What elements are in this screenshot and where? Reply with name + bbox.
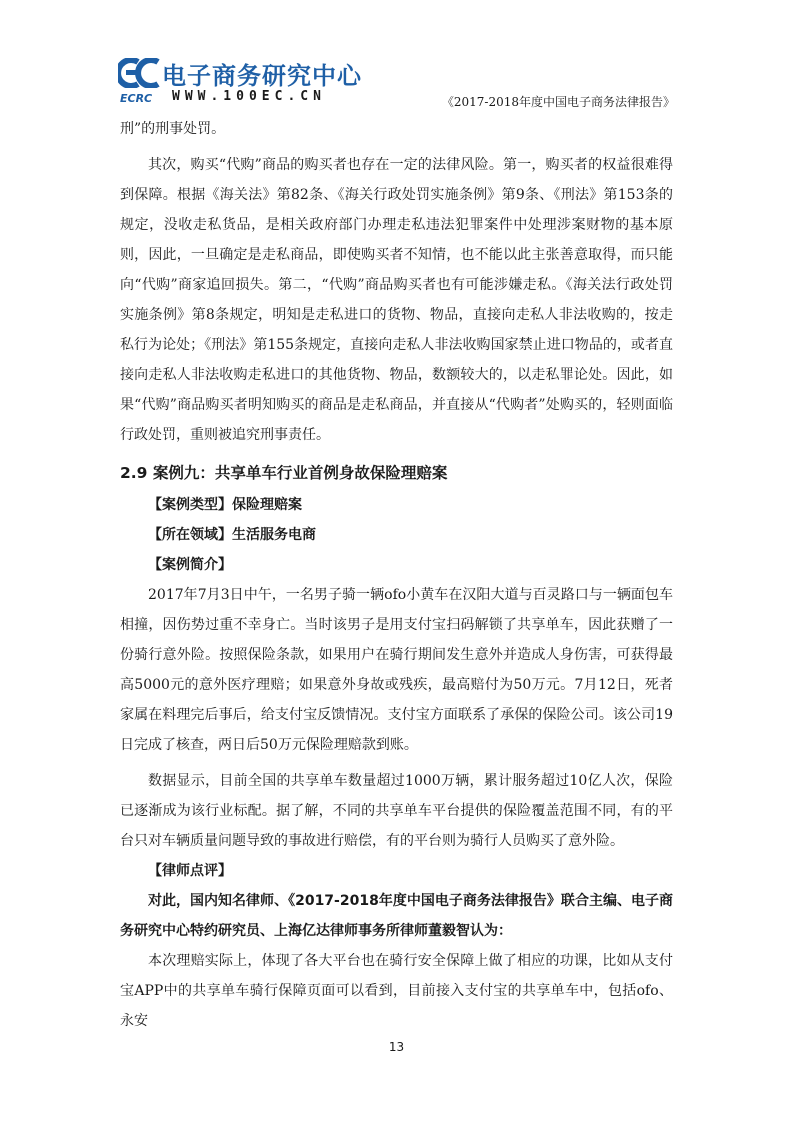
report-title: 《2017-2018年度中国电子商务法律报告》: [441, 95, 675, 109]
page-header: [0, 0, 793, 112]
section-heading: 2.9 案例九：共享单车行业首例身故保险理赔案: [120, 464, 448, 482]
case-type-label: 【案例类型】保险理赔案: [148, 497, 302, 513]
case-domain-label: 【所在领域】生活服务电商: [148, 527, 316, 543]
document-body: [120, 114, 673, 1036]
ecrc-logo: [118, 56, 362, 108]
logo-chinese-name: 电子商务研究中心: [162, 62, 362, 90]
paragraph-case-intro: 2017年7月3日中午，一名男子骑一辆ofo小黄车在汉阳大道与百灵路口与一辆面包车相撞，因伤势过重不幸身亡。当时该男子是用支付宝扫码解锁了共享单车，因此获赠了一份骑行意外险。按照保险条款，如果用户在骑行期间发生意外并造成人身伤害，可获得最高5000元的意外医疗理赔；如果意外身故或残疾，最高赔付为50万元。7月12日，死者家属在料理完后事后，给支付宝反馈情况。支付宝方面联系了承保的保险公司。该公司19日完成了核查，两日后50万元保险理赔款到账。: [120, 587, 673, 753]
paragraph-lawyer-comment: 本次理赔实际上，体现了各大平台也在骑行安全保障上做了相应的功课，比如从支付宝APP中的共享单车骑行保障页面可以看到，目前接入支付宝的共享单车中，包括ofo、永安: [120, 953, 673, 1029]
case-intro-label: 【案例简介】: [148, 557, 232, 573]
paragraph-continuation: 刑”的刑事处罚。: [120, 121, 226, 137]
paragraph-data: 数据显示，目前全国的共享单车数量超过1000万辆，累计服务超过10亿人次，保险已逐渐成为该行业标配。据了解，不同的共享单车平台提供的保险覆盖范围不同，有的平台只对车辆质量问题导致的事故进行赔偿，有的平台则为骑行人员购买了意外险。: [120, 773, 673, 849]
page-number: 13: [388, 1040, 405, 1054]
lawyer-comment-label: 【律师点评】: [148, 863, 232, 879]
logo-abbreviation: ECRC: [120, 92, 153, 105]
paragraph-buyer-risk: 其次，购买“代购”商品的购买者也存在一定的法律风险。第一，购买者的权益很难得到保障。根据《海关法》第82条、《海关行政处罚实施条例》第9条、《刑法》第153条的规定，没收走私货品，是相关政府部门办理走私违法犯罪案件中处理涉案财物的基本原则，因此，一旦确定是走私商品，即使购买者不知情，也不能以此主张善意取得，而只能向“代购”商家追回损失。第二，“代购”商品购买者也有可能涉嫌走私。《海关法行政处罚实施条例》第8条规定，明知是走私进口的货物、物品，直接向走私人非法收购的，按走私行为论处；《刑法》第155条规定，直接向走私人非法收购国家禁止进口物品的，或者直接向走私人非法收购走私进口的其他货物、物品，数额较大的，以走私罪论处。因此，如果“代购”商品购买者明知购买的商品是走私商品，并直接从“代购者”处购买的，轻则面临行政处罚，重则被追究刑事责任。: [120, 157, 673, 443]
paragraph-lawyer-intro: 对此，国内知名律师、《2017-2018年度中国电子商务法律报告》联合主编、电子商务研究中心特约研究员、上海亿达律师事务所律师董毅智认为：: [120, 893, 673, 939]
ec-logo-icon: [118, 58, 162, 88]
logo-website: WWW.100EC.CN: [172, 89, 326, 104]
